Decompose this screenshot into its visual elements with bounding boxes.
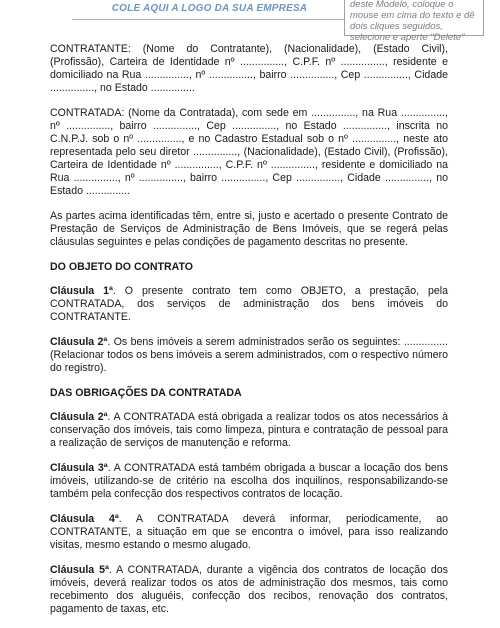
clause-label: Cláusula 2ª: [50, 411, 108, 423]
clause-text: . A CONTRATADA está obrigada a realizar todos os atos necessários à conservação dos imóveis, tais como limpeza, pintura e contratação de pessoal para a realização de serviços de manutenção e reforma.: [50, 411, 448, 449]
contract-body: [50, 43, 448, 628]
clause-label: Cláusula 2ª: [50, 336, 108, 348]
clause-text: . A CONTRATADA deverá informar, periodicamente, ao CONTRATANTE, a situação em que se encontra o imóvel, para isso realizando visitas, mesmo estando o mesmo alugado.: [50, 513, 448, 551]
clause-paragraph: [50, 462, 448, 501]
contratante-paragraph: CONTRATANTE: (Nome do Contratante), (Nacionalidade), (Estado Civil), (Profissão), Carteira de Identidade nº ..............., C.P.F. nº ..............., residente e domiciliado na Rua ..............., nº ..............., bairro ..............., Cep ..............., Cidade ..............., no Estado ...............: [50, 43, 448, 94]
section-title-objeto: DO OBJETO DO CONTRATO: [50, 261, 194, 273]
clause-paragraph: [50, 513, 448, 552]
clause-label: Cláusula 1ª: [50, 285, 113, 297]
clause-label: Cláusula 4ª: [50, 513, 119, 525]
clause-text: . A CONTRATADA está também obrigada a buscar a locação dos bens imóveis, utilizando-se de critério na escolha dos inquilinos, responsabilizando-se também pela confecção dos respectivos contratos de locação.: [50, 462, 448, 500]
clause-label: Cláusula 5ª: [50, 564, 109, 576]
instruction-note[interactable]: deste Modelo, coloque o mouse em cima do texto e dê dois cliques seguidos, selecione e aperte "Delete": [344, 0, 484, 36]
section-title-obrigacoes: DAS OBRIGAÇÕES DA CONTRATADA: [50, 387, 242, 399]
partes-paragraph: As partes acima identificadas têm, entre si, justo e acertado o presente Contrato de Prestação de Serviços de Administração de Bens Imóveis, que se regerá pelas cláusulas seguintes e pelas condições de pagamento descritas no presente.: [50, 210, 448, 248]
clause-text: . O presente contrato tem como OBJETO, a prestação, pela CONTRATADA, dos serviços de administração dos bens imóveis do CONTRATANTE.: [50, 285, 448, 323]
clause-paragraph: [50, 336, 448, 375]
clause-paragraph: [50, 285, 448, 324]
logo-placeholder[interactable]: COLE AQUI A LOGO DA SUA EMPRESA: [72, 3, 347, 20]
clause-paragraph: [50, 564, 448, 616]
clause-text: . Os bens imóveis a serem administrados serão os seguintes: ............... (Relacionar todos os bens imóveis a serem administrados, com o respectivo número do registro).: [50, 336, 448, 374]
clause-text: . A CONTRATADA, durante a vigência dos contratos de locação dos imóveis, deverá realizar todos os atos de administração dos mesmos, tais como recebimento dos aluguéis, confecção dos recibos, renovação dos contratos, pagamento de taxas, etc.: [50, 564, 448, 615]
contratada-paragraph: CONTRATADA: (Nome da Contratada), com sede em ..............., na Rua ..............., nº ..............., bairro ..............., Cep ..............., no Estado ..............., inscrita no C.N.P.J. sob o nº ..............., e no Cadastro Estadual sob o nº ..............., neste ato representada pelo seu diretor ..............., (Nacionalidade), (Estado Civil), (Profissão), Carteira de Identidade nº ..............., C.P.F. nº ..............., residente e domiciliado na Rua ..............., nº ..............., bairro ..............., Cep ..............., Cidade ..............., no Estado ...............: [50, 107, 448, 197]
clause-label: Cláusula 3ª: [50, 462, 108, 474]
clause-paragraph: [50, 411, 448, 450]
